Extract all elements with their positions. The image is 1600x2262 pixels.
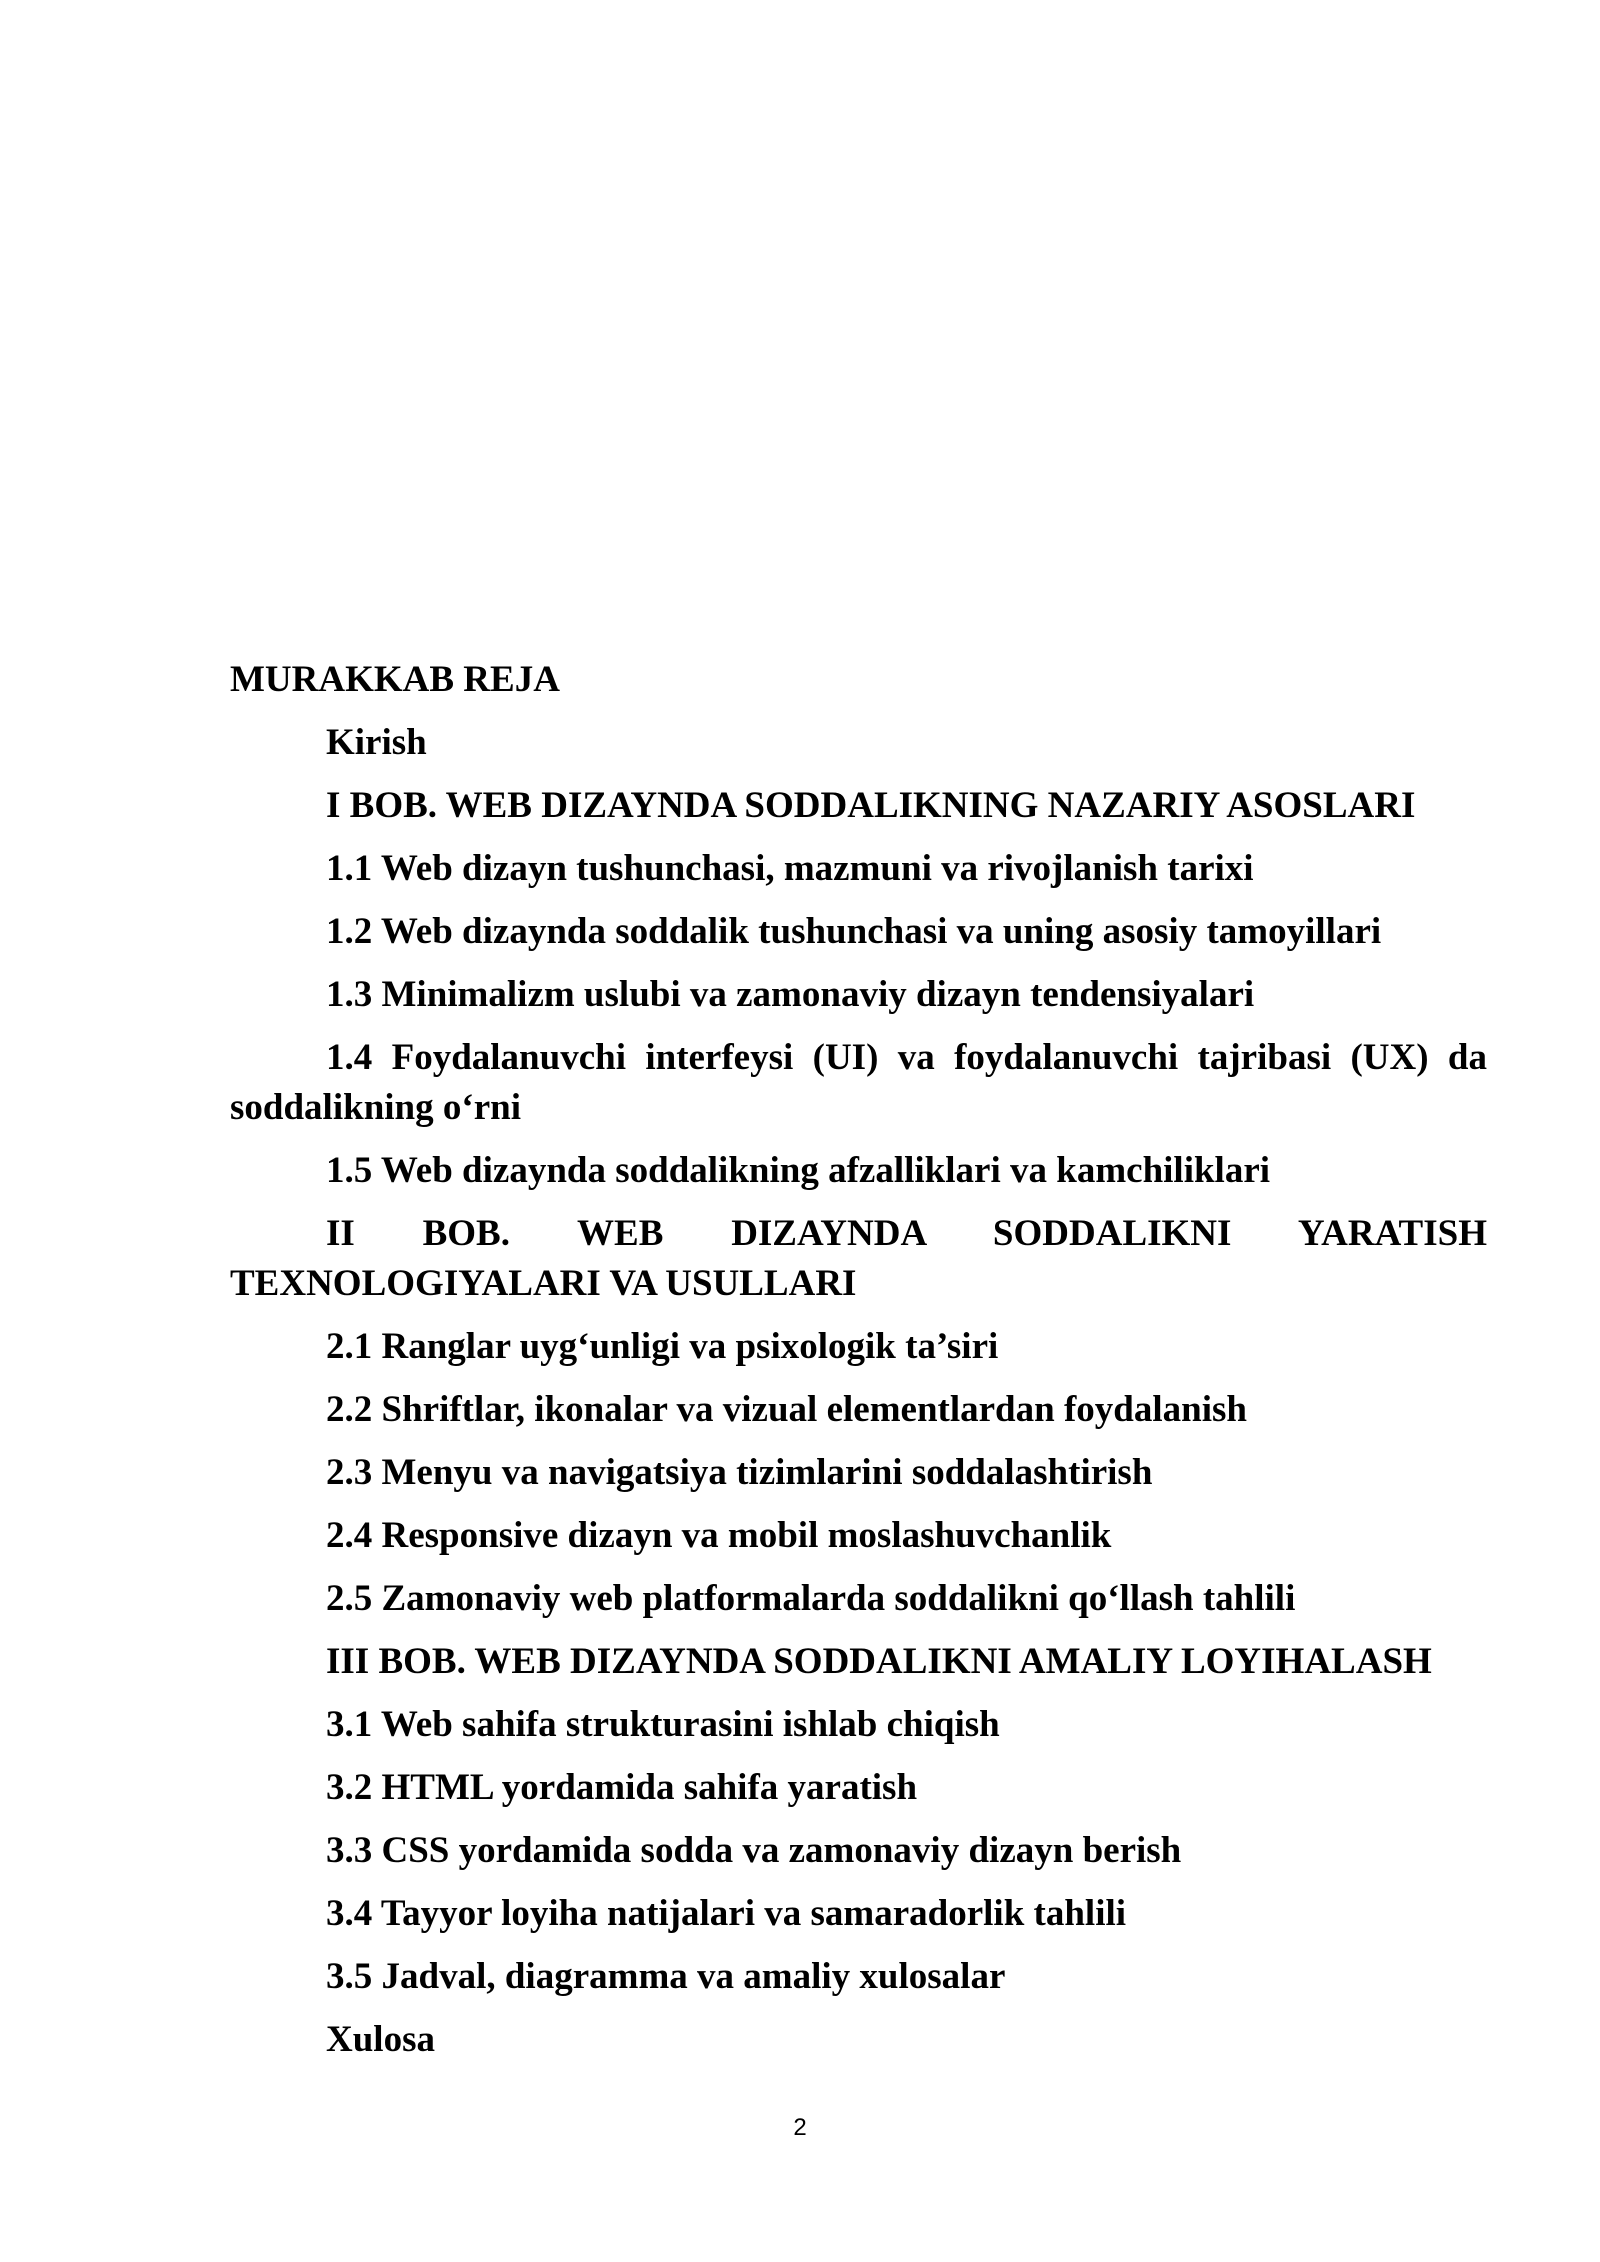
toc-entry-1-1: 1.1 Web dizayn tushunchasi, mazmuni va rivojlanish tarixi	[326, 848, 1254, 889]
table-of-contents	[230, 655, 1487, 2078]
toc-entry-chapter-3: III BOB. WEB DIZAYNDA SODDALIKNI AMALIY LOYIHALASH	[326, 1641, 1432, 1682]
toc-entry-3-5: 3.5 Jadval, diagramma va amaliy xulosalar	[326, 1956, 1006, 1997]
toc-entry-1-5: 1.5 Web dizaynda soddalikning afzalliklari va kamchiliklari	[326, 1150, 1271, 1191]
toc-entry-2-2: 2.2 Shriftlar, ikonalar va vizual elementlardan foydalanish	[326, 1389, 1247, 1430]
toc-entry-2-4: 2.4 Responsive dizayn va mobil moslashuvchanlik	[326, 1515, 1112, 1556]
toc-entry-chapter-1: I BOB. WEB DIZAYNDA SODDALIKNING NAZARIY ASOSLARI	[326, 785, 1416, 826]
toc-entry-1-2: 1.2 Web dizaynda soddalik tushunchasi va uning asosiy tamoyillari	[326, 911, 1382, 952]
toc-entry-3-3: 3.3 CSS yordamida sodda va zamonaviy dizayn berish	[326, 1830, 1182, 1871]
toc-entry-intro: Kirish	[326, 722, 427, 763]
page-number: 2	[793, 2114, 807, 2141]
toc-title: MURAKKAB REJA	[230, 659, 560, 700]
toc-entry-2-5: 2.5 Zamonaviy web platformalarda soddalikni qo‘llash tahlili	[326, 1578, 1296, 1619]
toc-entry-1-4: 1.4 Foydalanuvchi interfeysi (UI) va foydalanuvchi tajribasi (UX) da soddalikning o‘rni	[230, 1037, 1487, 1128]
toc-entry-2-3: 2.3 Menyu va navigatsiya tizimlarini soddalashtirish	[326, 1452, 1153, 1493]
toc-entry-3-2: 3.2 HTML yordamida sahifa yaratish	[326, 1767, 918, 1808]
toc-entry-conclusion: Xulosa	[326, 2019, 435, 2060]
toc-entry-1-3: 1.3 Minimalizm uslubi va zamonaviy dizayn tendensiyalari	[326, 974, 1255, 1015]
toc-entry-3-4: 3.4 Tayyor loyiha natijalari va samaradorlik tahlili	[326, 1893, 1127, 1934]
toc-entry-3-1: 3.1 Web sahifa strukturasini ishlab chiqish	[326, 1704, 1000, 1745]
toc-entry-2-1: 2.1 Ranglar uyg‘unligi va psixologik ta’siri	[326, 1326, 999, 1367]
toc-entry-chapter-2: II BOB. WEB DIZAYNDA SODDALIKNI YARATISH TEXNOLOGIYALARI VA USULLARI	[230, 1213, 1487, 1304]
